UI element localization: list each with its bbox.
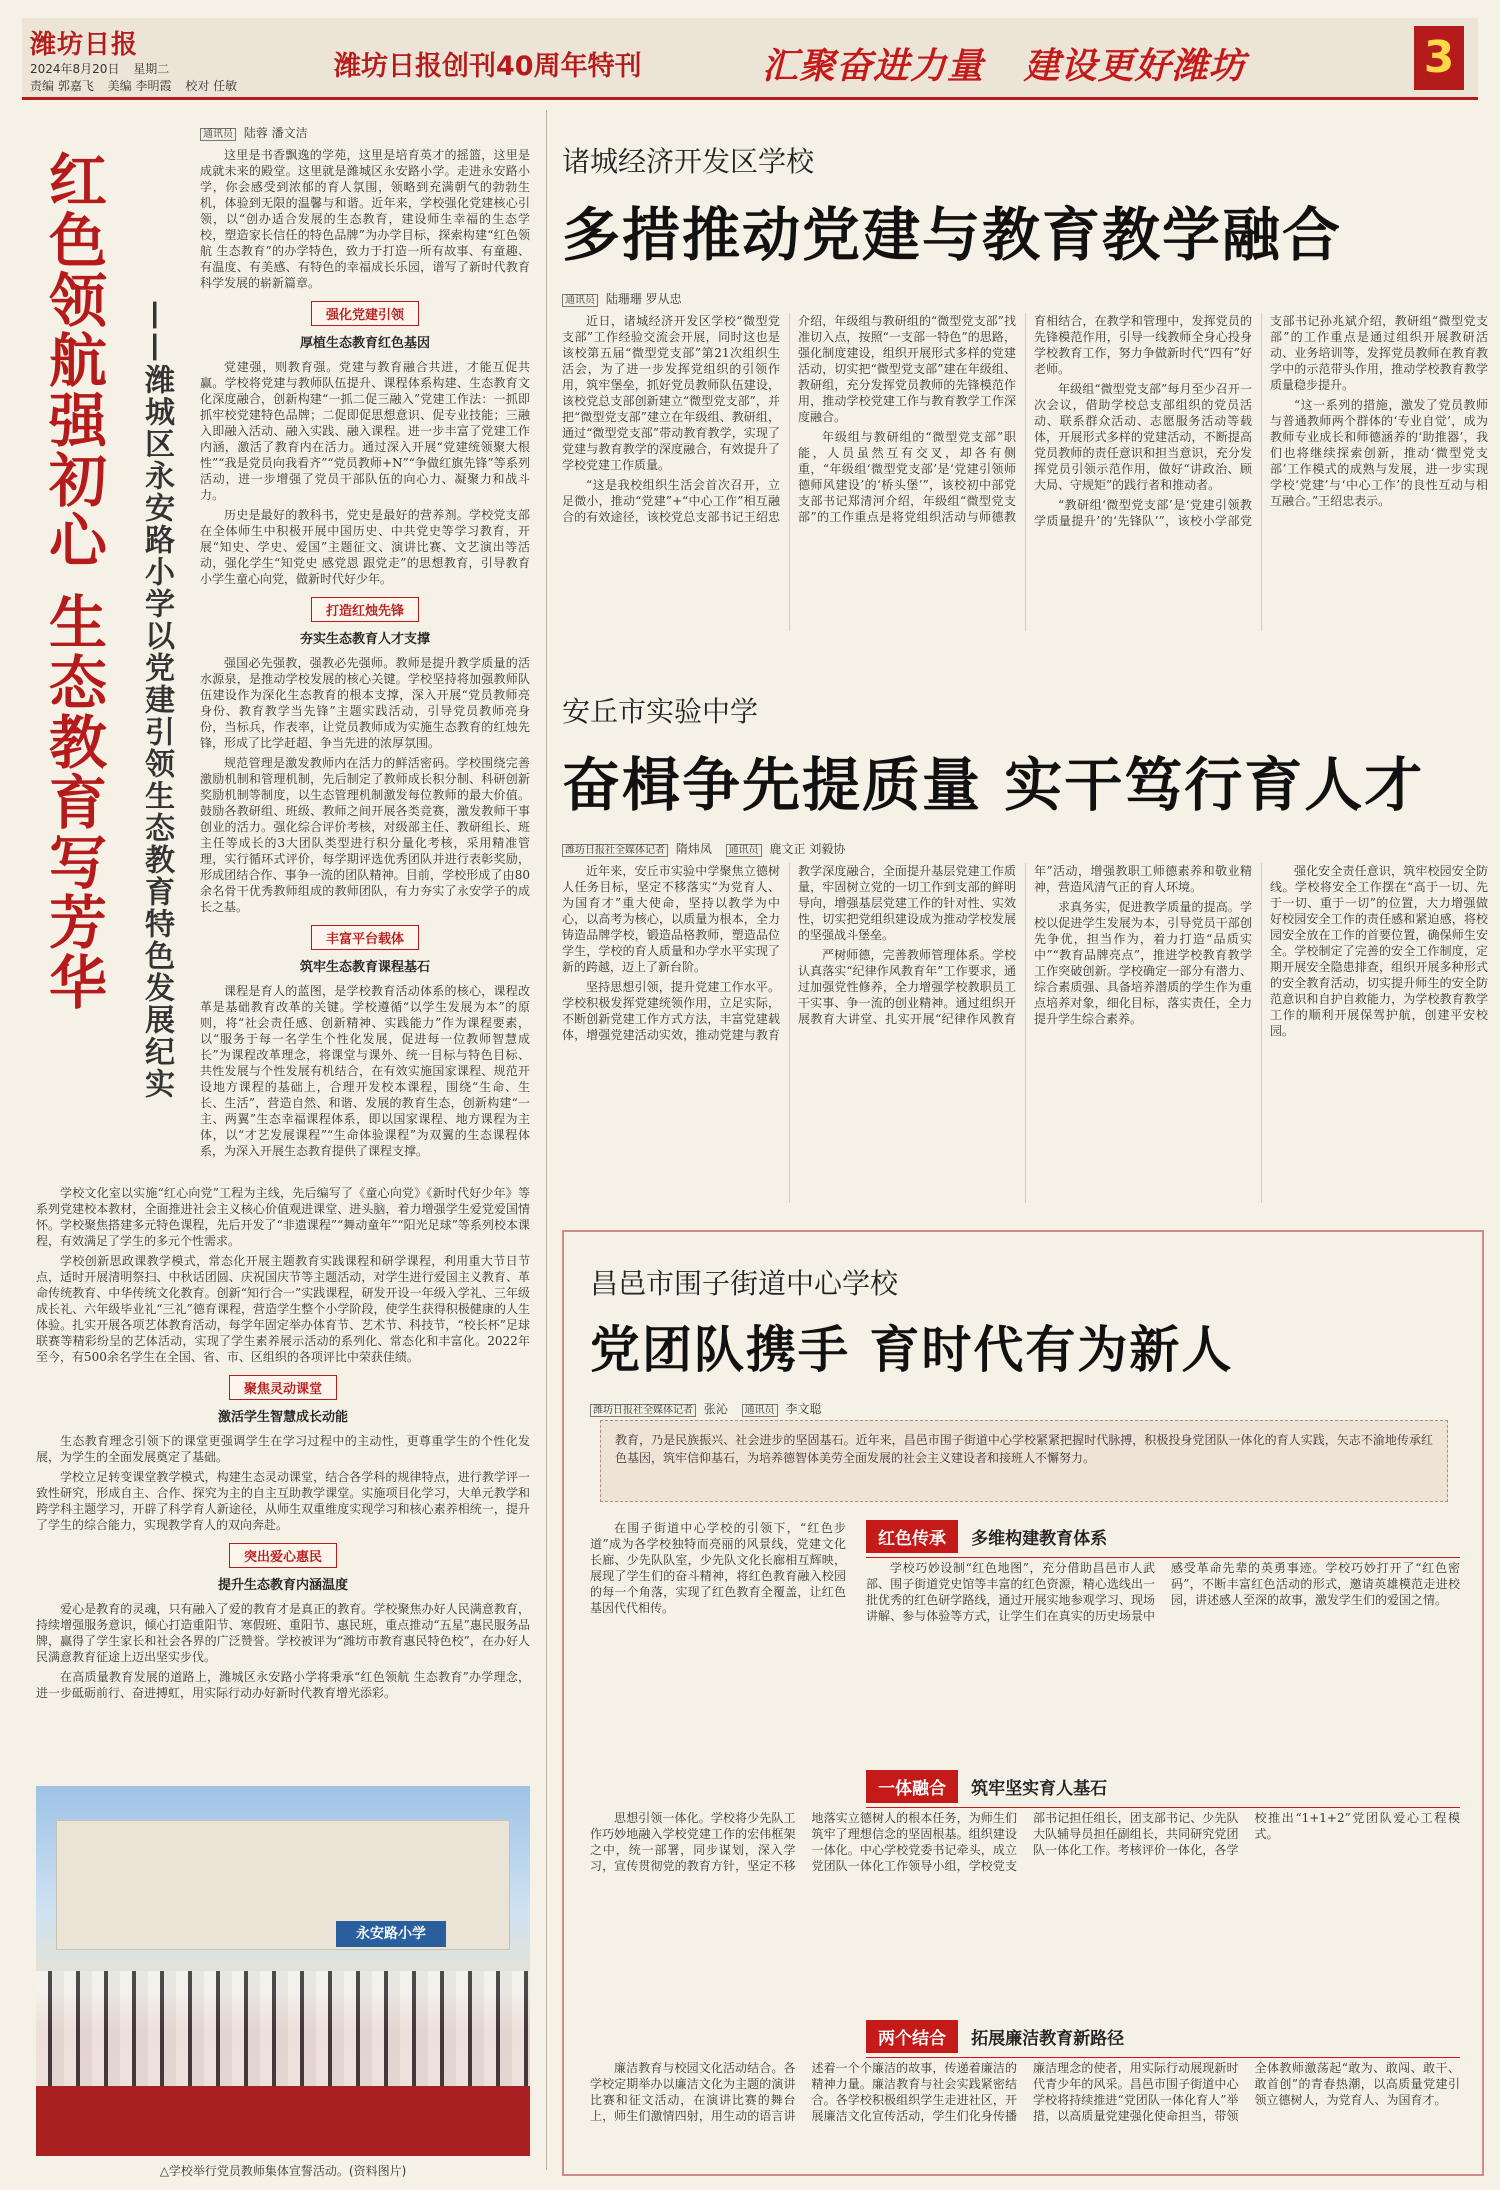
article-headline: 党团队携手 育时代有为新人: [590, 1320, 1234, 1379]
section-subtitle: 提升生态教育内涵温度: [217, 1578, 348, 1593]
lead-column: [200, 124, 530, 1163]
byline-tag: 通讯员: [742, 1404, 778, 1417]
issue-date: 2024年8月20日: [30, 62, 120, 76]
section-title: 突出爱心惠民: [229, 1543, 337, 1568]
article-byline: [590, 1400, 1460, 1417]
paragraph: 学校文化室以实施“红心向党”工程为主线，先后编写了《童心向党》《新时代好少年》等系列党建校本教材，全面推进社会主义核心价值观进课堂、进头脑，着力增强学生爱党爱国情怀。学校聚焦搭建多元特色课程，先后开发了“非遗课程”“舞动童年”“阳光足球”等系列校本课程，有效满足了学生的多元个性需求。: [36, 1186, 530, 1248]
paragraph: 党建强，则教育强。党建与教育融合共进，才能互促共赢。学校将党建与教师队伍提升、课程体系构建、生态教育文化深度融合，创新构建“一抓二促三融入”党建工作法：一抓即抓牢校党建特色品牌；二促即促思想意识、促专业技能；三融入即融入活动、融入实践、融入课程。进一步丰富了党建工作内涵，激活了教育内在活力。通过深入开展“党建统领聚大根性”“我是党员向我看齐”“党员教师+N”“争做红旗先锋”等系列活动，进一步增强了党员干部队伍的向心力、凝聚力和战斗力。: [200, 360, 530, 502]
section-heading: [200, 925, 530, 975]
masthead-left: [30, 24, 330, 95]
slogan-part-1: 汇聚奋进力量: [762, 46, 985, 87]
section-heading: [36, 1543, 530, 1593]
paragraph: 强化安全责任意识，筑牢校园安全防线。学校将安全工作摆在“高于一切、先于一切、重于一切”的位置，大力增强做好校园安全工作的责任感和紧迫感，将校园安全放在工作的首要位置，确保师生安全。学校制定了完善的安全工作制度，定期开展安全隐患排查，组织开展多种形式的安全教育活动，切实提升师生的安全防范意识和自护自救能力，为学校教育教学工作的顺利开展保驾护航，创建平安校园。: [1270, 864, 1488, 1038]
section-heading: [200, 301, 530, 351]
designer-credit: 美编 李明霞: [107, 79, 172, 93]
section-heading: [36, 1375, 530, 1425]
byline-names: 陆蓉 潘文洁: [243, 126, 308, 140]
slogan-part-2: 建设更好潍坊: [1023, 46, 1246, 87]
changyi-section-3-body: [590, 2060, 1460, 2164]
photo-teachers: [36, 1971, 530, 2091]
masthead-meta: [30, 61, 330, 78]
section-heading: [200, 597, 530, 647]
paragraph: 近日，诸城经济开发区学校“微型党支部”工作经验交流会开展，同时这也是该校第五届“微型党支部”第21次组织生活会，为了进一步发挥党组织的引领作用，筑牢堡垒，抓好党员教师队伍建设，该校党总支部创新建立“微型党支部”，并把“微型党支部”建立在年级组、教研组，通过“微型党支部”带动教育教学，实现了党建与教育教学的深度融合，有效提升了学校党建工作质量。: [562, 314, 780, 472]
paragraph: 在围子街道中心学校的引领下，“红色步道”成为各学校独特而亮丽的风景线，党建文化长廊、少先队队室，少先队文化长廊相互辉映，展现了学生们的奋斗精神，将红色教育融入校园的每一个角落，实现了红色教育全覆盖，让红色基因代代相传。: [590, 1521, 846, 1615]
section-title: 打造红烛先锋: [311, 597, 419, 622]
byline-names: 隋炜凤: [675, 842, 712, 856]
article-changyi: [590, 1262, 1460, 1423]
article-body: [562, 313, 1488, 631]
section-tag: 一体融合: [866, 1770, 958, 1803]
photo-caption: △学校举行党员教师集体宣誓活动。(资料图片): [159, 2164, 407, 2178]
section-tag: 两个结合: [866, 2020, 958, 2053]
paragraph: 规范管理是激发教师内在活力的鲜活密码。学校围绕完善激励机制和管理机制，先后制定了教师成长积分制、科研创新奖励机制等制度，以生态管理机制激发每位教师的最大价值。鼓励各教研组、班级、教师之间开展各类竞赛，激发教师干事创业的活力。强化综合评价考核，对级部主任、教研组长、班主任等成长的3大团队类型进行积分量化考核，采用精准管理，实行循环式评价，每学期评选优秀团队并进行表彰奖励，形成团结合作、事争一流的团队精神。目前，学校形成了由80余名骨干优秀教师组成的教师团队，有力夯实了永安学子的成长之基。: [200, 756, 530, 914]
section-subtitle: 筑牢坚实育人基石: [971, 1779, 1108, 1799]
paragraph: 严树师德，完善教师管理体系。学校认真落实“纪律作风教育年”工作要求，通过加强党性修养，全力增强学校教职员工干实事、争一流的创业精神。通过组织开展教育大讲堂、扎实开展“纪律作风教育年”活动，增强教职工师德素养和敬业精神，营造风清气正的育人环境。: [798, 864, 1252, 1026]
paragraph: 爱心是教育的灵魂，只有融入了爱的教育才是真正的教育。学校聚焦办好人民满意教育，持续增强服务意识，倾心打造重阳节、寒假班、重阳节、惠民班，重点推动“五星”惠民服务品牌，赢得了学生家长和社会各界的广泛赞誉。学校被评为“潍坊市教育惠民特色校”，在办好人民满意教育征途上迈出坚实步伐。: [36, 1602, 530, 1664]
paragraph: “教研组‘微型党支部’是‘党建引领教学质量提升’的‘先锋队’”，该校小学部党支部书记孙兆斌介绍，教研组“微型党支部”的工作重点是通过组织开展教研活动、业务培训等，发挥党员教师在教育教学中的示范带头作用，推动学校教育教学质量稳步提升。: [1034, 314, 1488, 528]
section-title: 聚焦灵动课堂: [229, 1375, 337, 1400]
masthead: [22, 18, 1478, 100]
paragraph: 强国必先强教，强教必先强师。教师是提升教学质量的活水源泉，是推动学校发展的核心关键。学校坚持将加强教师队伍建设作为深化生态教育的根本支撑，深入开展“党员教师亮身份、教育教学当先锋”主题实践活动，引导党员教师亮身份，当标兵，作表率，让党员教师成为实施生态教育的红烛先锋，形成了比学赶超、争当先进的浓厚氛围。: [200, 656, 530, 750]
byline-tag: 潍坊日报社全媒体记者: [562, 844, 668, 857]
editor-credit: 责编 郭嘉飞: [30, 79, 94, 93]
paragraph: 年级组“微型党支部”每月至少召开一次会议，借助学校总支部组织的党员活动、联系群众活动、志愿服务活动等载体，开展形式多样的党建活动，不断提高党员教师的责任意识和担当意识，充分发挥党员引领示范作用，做好“讲政治、顾大局、守规矩”的践行者和推动者。: [1034, 382, 1252, 492]
paragraph: 求真务实，促进教学质量的提高。学校以促进学生发展为本，引导党员干部创先争优，担当作为，着力打造“品质实中”“教育品牌亮点”，推进学校教育教学工作突破创新。学校确定一部分有潜力、综合素质强、具备培养潜质的学生作为重点培养对象，细化目标，落实责任，全力提升学生综合素养。: [1034, 900, 1252, 1026]
changyi-section-2-heading: [866, 1770, 1460, 1808]
paragraph: 年级组与教研组的“微型党支部”职能，人员虽然互有交叉，却各有侧重，“年级组‘微型党支部’是‘党建引领师德师风建设’的‘桥头堡’”，该校初中部党支部书记郑清河介绍，年级组“微型党支部”的工作重点是将党组织活动与师德教育相结合，在教学和管理中，发挥党员的先锋模范作用，引导一线教师全身心投身学校教育工作，努力争做新时代“四有”好老师。: [798, 314, 1252, 524]
paragraph: “这是我校组织生活会首次召开，立足微小，推动“党建”+“中心工作”相互融合的有效途径，该校党总支部书记王绍忠介绍，年级组与教研组的“微型党支部”找准切入点，按照“一支部一特色”的思路，强化制度建设，组织开展形式多样的党建活动，切实把“微型党支部”建在年级组、教研组，充分发挥党员教师的先锋模范作用，推动学校党建工作与教育教学工作深度融合。: [562, 314, 1016, 524]
lead-column-wide: [36, 1185, 530, 1705]
lead-intro: 这里是书香飘逸的学苑，这里是培育英才的摇篮，这里是成就未来的殿堂。这里就是潍城区永安路小学。走进永安路小学，你会感受到浓郁的育人氛围，领略到充满朝气的勃勃生机，体验到无限的温馨与和谐。近年来，学校强化党建核心引领，以“创办适合发展的生态教育，建设师生幸福的生态学校，塑造家长信任的特色品牌”为办学目标，探索构建“红色领航 生态教育”的办学特色，致力于打造一所有故事、有童趣、有温度、有美感、有特色的幸福成长乐园，谱写了新时代教育科学发展的崭新篇章。: [200, 148, 530, 290]
photo-school-sign: 永安路小学: [336, 1921, 446, 1947]
byline-tag: 潍坊日报社全媒体记者: [590, 1404, 696, 1417]
byline-tag: 通讯员: [726, 844, 762, 857]
special-edition-title: 潍坊日报创刊40周年特刊: [334, 51, 642, 82]
issue-weekday: 星期二: [133, 62, 170, 76]
lead-subheadline: ——潍城区永安路小学以党建引领生态教育特色发展纪实: [139, 300, 174, 1100]
section-subtitle: 多维构建教育体系: [971, 1529, 1108, 1549]
section-subtitle: 筑牢生态教育课程基石: [299, 960, 430, 975]
article-headline: 奋楫争先提质量 实干笃行育人才: [562, 751, 1425, 819]
paragraph: 课程是育人的蓝图，是学校教育活动体系的核心，课程改革是基础教育改革的关键。学校遵循“以学生发展为本”的原则，将“社会责任感、创新精神、实践能力”作为课程要素，以“服务于每一名学生个性化发展，促进每一位教师智慧成长”为课程改革理念，将课堂与课外、统一目标与特色目标、共性发展与个性发展有机结合，在有效实施国家课程、规范开设地方课程的基础上，合理开发校本课程，围绕“生命、生长、生活”，营造自然、和谐、发展的教育生态，创新构建“一主、两翼”生态幸福课程体系，即以国家课程、地方课程为主体，以“才艺发展课程”“生命体验课程”为双翼的生态课程体系，为深入开展生态教育提供了课程支撑。: [200, 984, 530, 1158]
article-zhucheng: [562, 140, 1488, 631]
byline-names: 张沁: [703, 1402, 728, 1416]
article-kicker: 昌邑市围子街道中心学校: [590, 1267, 899, 1300]
paragraph: 历史是最好的教科书，党史是最好的营养剂。学校党支部在全体师生中积极开展中国历史、中共党史等学习教育，开展“知史、学史、爱国”主题征文、演讲比赛、文艺演出等活动，强化学生“知党史 感党恩 跟党走”的思想教育，引导教育小学生童心向党，做新时代好少年。: [200, 508, 530, 586]
paragraph: 坚持思想引领，提升党建工作水平。学校积极发挥党建统领作用，立足实际，不断创新党建工作方式方法，丰富党建载体，增强党建活动实效，推动党建与教育教学深度融合，全面提升基层党建工作质量，牢固树立党的一切工作到支部的鲜明导向，增强基层党建工作的针对性、实效性，切实把党组织建设成为推动学校发展的坚强战斗堡垒。: [562, 864, 1016, 1042]
slogan: [762, 38, 1246, 89]
article-kicker: 安丘市实验中学: [562, 695, 759, 728]
lead-photo: [36, 1786, 530, 2156]
article-byline: [562, 290, 1488, 307]
changyi-section-1-heading: [866, 1520, 1460, 1558]
byline-names: 鹿文正 刘毅协: [769, 842, 846, 856]
section-subtitle: 激活学生智慧成长动能: [217, 1410, 348, 1425]
photo-red-carpet: [36, 2086, 530, 2156]
paragraph: 学校巧妙设制“红色地图”，充分借助昌邑市人武部、围子街道党史馆等丰富的红色资源，精心选线出一批优秀的红色研学路线，通过开展实地参观学习、现场讲解、参与体验等方式，让学生们在真实的历史场景中感受革命先辈的英勇事迹。学校巧妙打开了“红色密码”，不断丰富红色活动的形式，邀请英雄模范走进校园，讲述感人至深的故事，激发学生们的爱国之情。: [866, 1561, 1460, 1623]
paragraph: 思想引领一体化。学校将少先队工作巧妙地融入学校党建工作的宏伟框架之中，统一部署，同步谋划，深入学习，宣传贯彻党的教育方针，坚定不移地落实立德树人的根本任务，为师生们筑牢了理想信念的坚固根基。组织建设一体化。中心学校党委书记牵头，成立党团队一体化工作领导小组，学校党支部书记担任组长，团支部书记、少先队大队辅导员担任副组长，共同研究党团队一体化工作。考核评价一体化，各学校推出“1+1+2”党团队爱心工程模式。: [590, 1811, 1460, 1873]
article-body: [562, 863, 1488, 1203]
lead-byline: [200, 124, 530, 141]
changyi-intro-column: [590, 1520, 846, 1620]
section-subtitle: 厚植生态教育红色基因: [299, 336, 430, 351]
paper-name: 潍坊日报: [30, 30, 139, 60]
article-kicker: 诸城经济开发区学校: [562, 145, 815, 178]
byline-tag: 通讯员: [562, 294, 598, 307]
section-title: 丰富平台载体: [311, 925, 419, 950]
paragraph: 学校创新思政课教学模式，常态化开展主题教育实践课程和研学课程，利用重大节日节点，适时开展清明祭扫、中秋话团圆、庆祝国庆节等主题活动，对学生进行爱国主义教育、革命传统教育、中华传统文化教育。创新“知行合一”实践课程，研发开设一年级入学礼、三年级成长礼、六年级毕业礼“三礼”德育课程，营造学生整个小学阶段，使学生获得积极健康的人生体验。扎实开展各项艺体教育活动，每学年固定举办体育节、艺术节、科技节，“校长杯”足球联赛等精彩纷呈的艺体活动，实现了学生素养展示活动的系列化、常态化和丰富化。2022年至今，有500余名学生在全国、省、市、区组织的各项评比中荣获佳绩。: [36, 1254, 530, 1364]
changyi-section-3-heading: [866, 2020, 1460, 2058]
page-number: 3: [1414, 26, 1464, 90]
article-anqiu: [562, 690, 1488, 1203]
column-divider: [546, 110, 547, 2170]
section-tag: 红色传承: [866, 1520, 958, 1553]
paragraph: 学校立足转变课堂教学模式，构建生态灵动课堂，结合各学科的规律特点，进行教学评一致性研究，形成自主、合作、探究为主的自主互助教学课堂。实施项目化学习，大单元教学和跨学科主题学习，开辟了科学育人新途径，从师生双重维度实现学习和核心素养相统一，提升了学生的综合能力，实现教学育人的双向奔赴。: [36, 1470, 530, 1532]
paragraph: “这一系列的措施，激发了党员教师与普通教师两个群体的‘专业自觉’，成为教师专业成长和师德涵养的‘助推器’，我们也将继续探索创新，推动‘微型党支部’工作模式的成熟与发展，进一步实现学校‘党建’与‘中心工作’的良性互动与相互融合。”王绍忠表示。: [1270, 398, 1488, 508]
byline-tag: 通讯员: [200, 128, 236, 141]
paragraph: 在高质量教育发展的道路上，潍城区永安路小学将秉承“红色领航 生态教育”办学理念，进一步砥砺前行、奋进搏虹，用实际行动办好新时代教育增光添彩。: [36, 1670, 530, 1700]
changyi-section-2-body: [590, 1810, 1460, 2010]
article-headline: 多措推动党建与教育教学融合: [562, 201, 1343, 269]
changyi-section-1-body: [866, 1560, 1460, 1750]
paragraph: 近年来，安丘市实验中学聚焦立德树人任务目标，坚定不移落实“为党育人、为国育才”重大使命，坚持以教学为中心，以高考为核心，以质量为根本，全力铸造品牌学校，锻造品格教师，塑造品位学生，学校的育人质量和办学水平实现了新的跨越，迈上了新台阶。: [562, 864, 780, 974]
byline-names: 李文聪: [785, 1402, 822, 1416]
section-subtitle: 拓展廉洁教育新路径: [971, 2029, 1125, 2049]
article-byline: [562, 840, 1488, 857]
section-subtitle: 夯实生态教育人才支撑: [299, 632, 430, 647]
paragraph: 生态教育理念引领下的课堂更强调学生在学习过程中的主动性，更尊重学生的个性化发展，为学生的全面发展奠定了基础。: [36, 1434, 530, 1464]
masthead-credits: [30, 78, 330, 95]
lead-headline: 红色领航强初心 生态教育写芳华: [39, 150, 107, 1013]
byline-names: 陆珊珊 罗从忠: [605, 292, 682, 306]
proofreader-credit: 校对 任敏: [185, 79, 238, 93]
article-changyi-intro: 教育，乃是民族振兴、社会进步的坚固基石。近年来，昌邑市围子街道中心学校紧紧把握时代脉搏，积极投身党团队一体化的育人实践，矢志不渝地传承红色基因，筑牢信仰基石，为培养德智体美劳全面发展的社会主义建设者和接班人不懈努力。: [600, 1420, 1448, 1502]
section-title: 强化党建引领: [311, 301, 419, 326]
paragraph: 廉洁教育与校园文化活动结合。各学校定期举办以廉洁文化为主题的演讲比赛和征文活动，在演讲比赛的舞台上，师生们激情四射，用生动的语言讲述着一个个廉洁的故事，传递着廉洁的精神力量。廉洁教育与社会实践紧密结合。各学校积极组织学生走进社区，开展廉洁文化宣传活动，学生们化身传播廉洁理念的使者，用实际行动展现新时代青少年的风采。昌邑市围子街道中心学校将持续推进“党团队一体化育人”举措，以高质量党建强化使命担当，带领全体教师激荡起“敢为、敢闯、敢干、敢首创”的青春热潮，以高质量党建引领立德树人，为党育人、为国育才。: [590, 2061, 1460, 2123]
